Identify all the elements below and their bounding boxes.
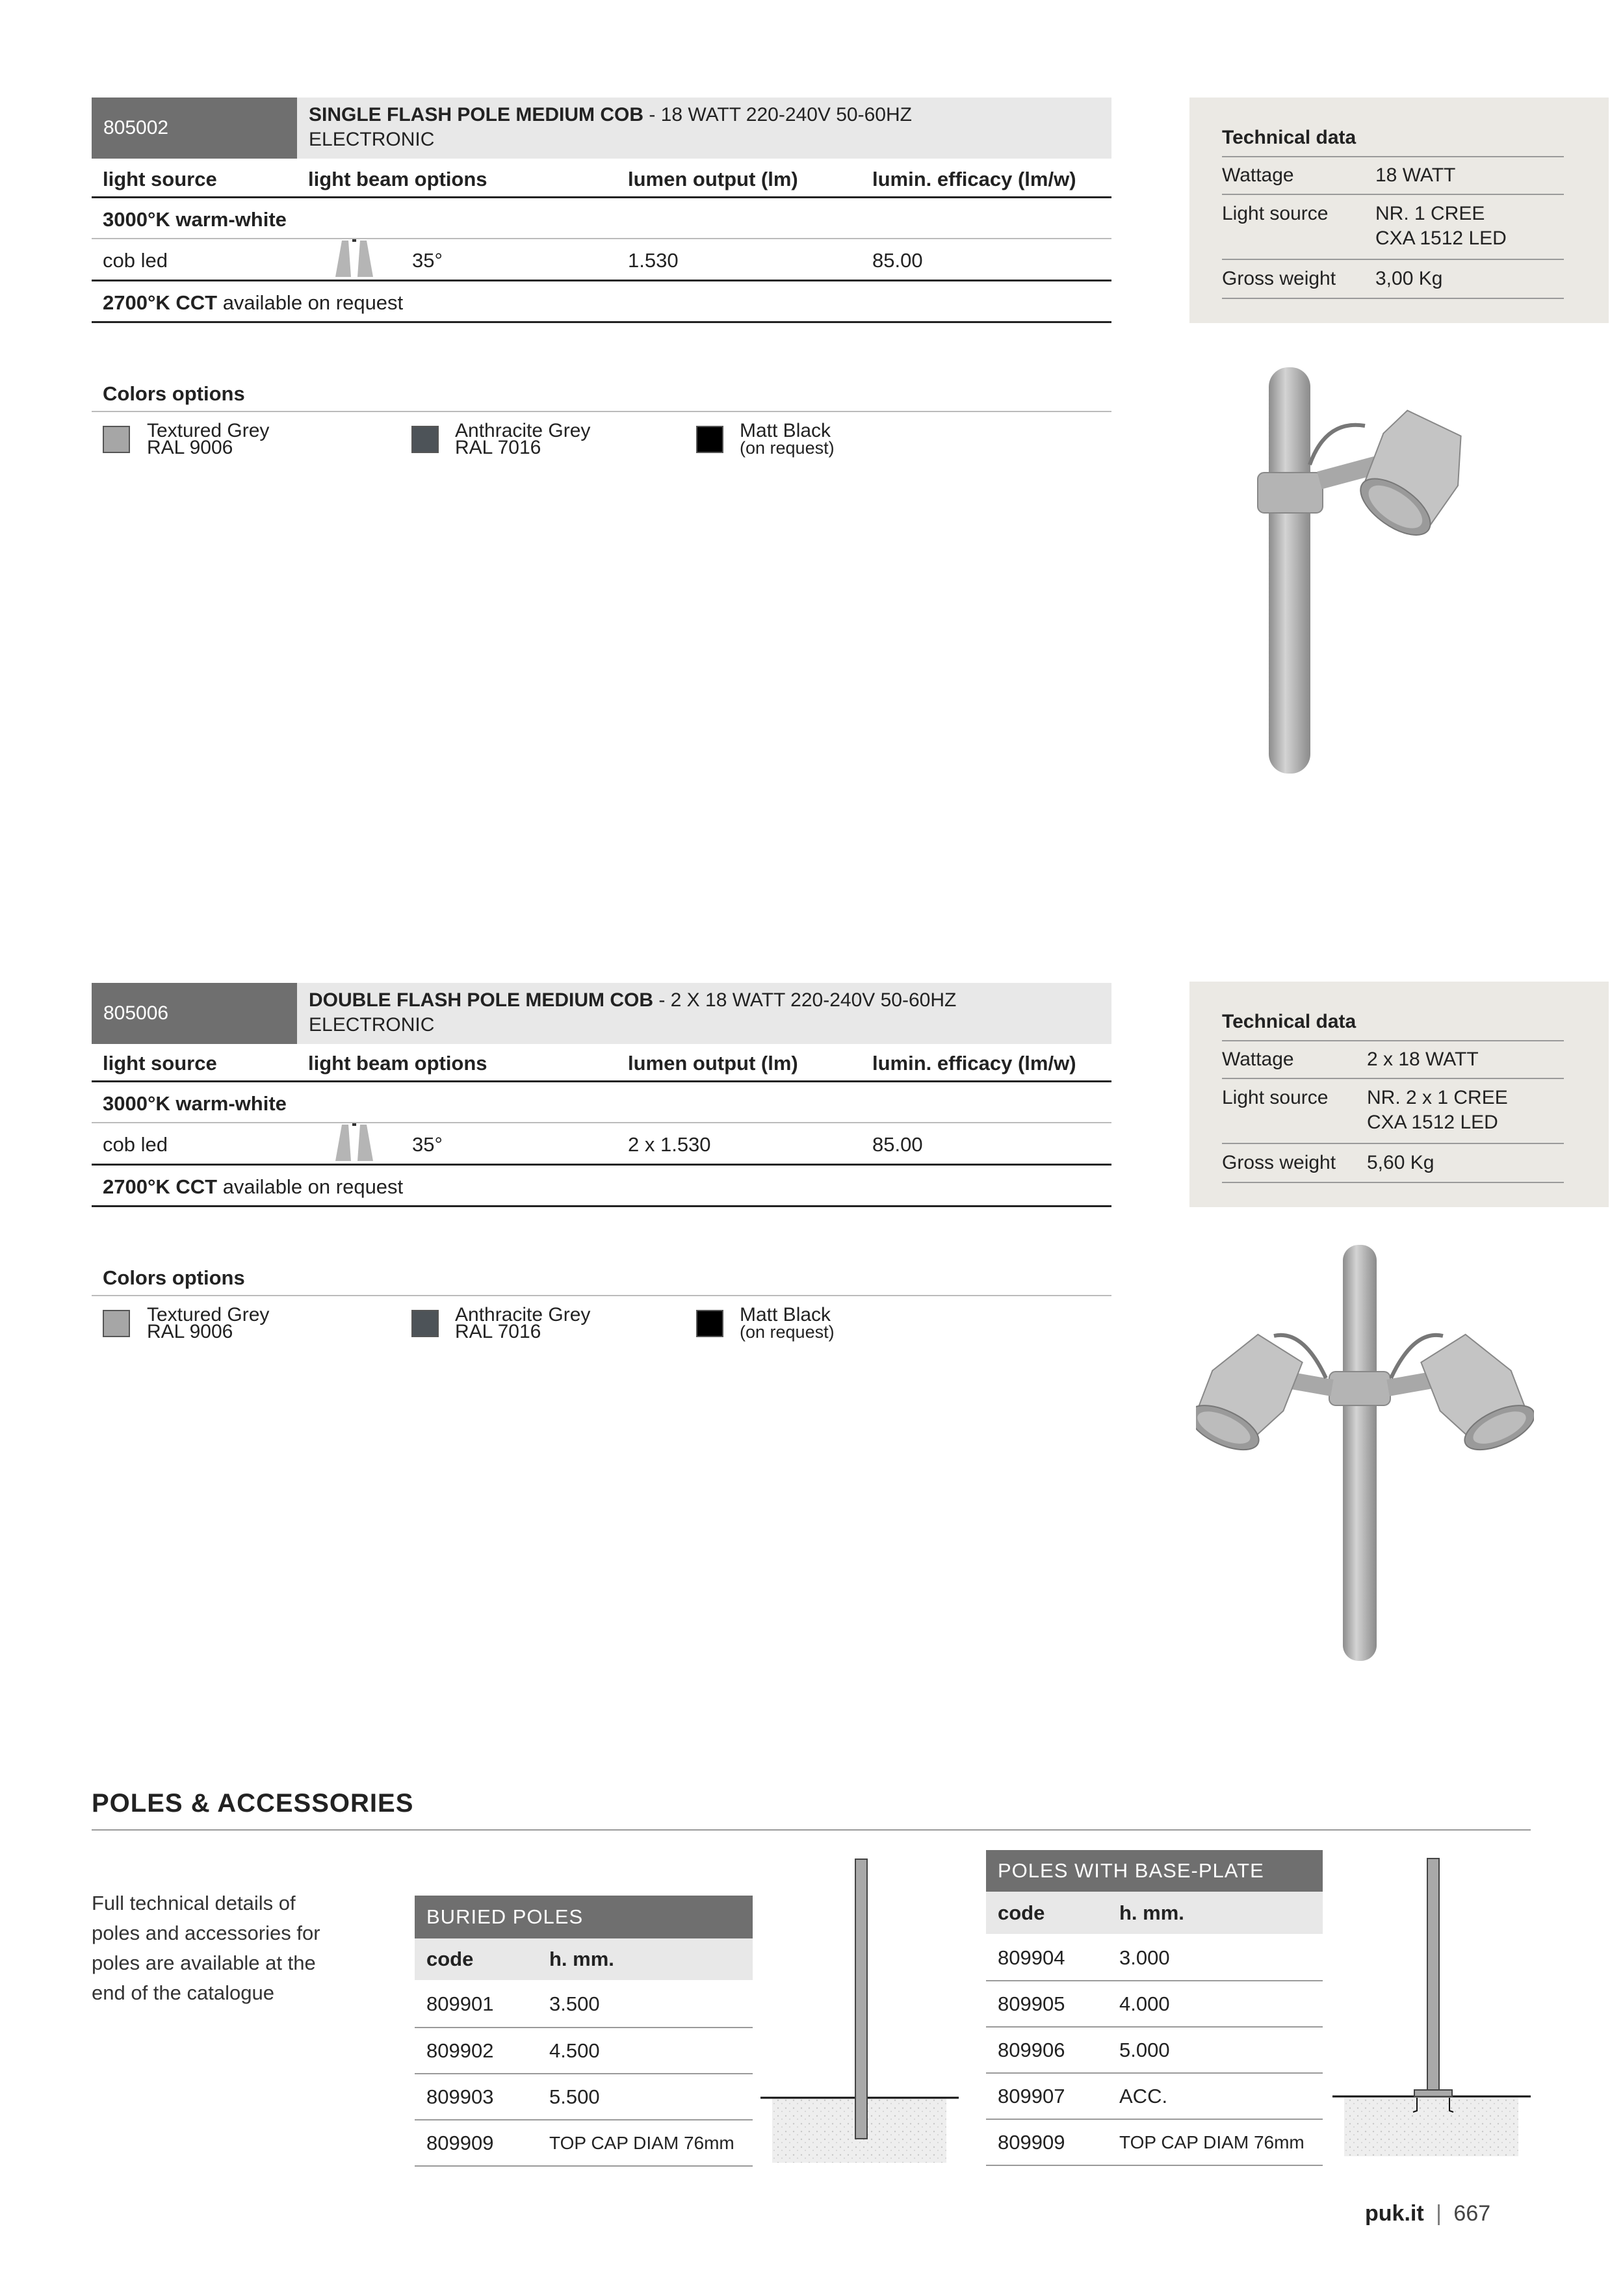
- table-row: [415, 2120, 753, 2167]
- swatch-label-line2: (on request): [740, 1322, 835, 1342]
- row-height: ACC.: [1119, 2084, 1168, 2107]
- tech-val-wattage: 2 x 18 WATT: [1367, 1049, 1479, 1070]
- swatch-label-line2: RAL 9006: [147, 1321, 233, 1342]
- header-lumen-output: lumen output (lm): [628, 168, 798, 190]
- table-row: [986, 2120, 1323, 2166]
- header-lumen-output: lumen output (lm): [628, 1052, 798, 1075]
- swatch-anthracite-grey: [411, 1310, 439, 1337]
- row-efficacy: 85.00: [872, 1133, 923, 1156]
- row-source: cob led: [103, 1133, 168, 1156]
- swatch-textured-grey: [103, 1310, 130, 1337]
- swatch-label-line1: Anthracite Grey: [455, 1304, 591, 1325]
- swatch-label-line1: Anthracite Grey: [455, 420, 591, 441]
- divider: [92, 411, 1111, 412]
- swatch-label: [740, 1304, 835, 1342]
- tech-key-wattage: Wattage: [1222, 1049, 1294, 1070]
- baseplate-poles-title: POLES WITH BASE-PLATE: [986, 1850, 1323, 1892]
- row-height: 3.000: [1119, 1946, 1170, 1969]
- header-light-beam: light beam options: [308, 168, 487, 190]
- temperature-label: 3000°K warm-white: [103, 1092, 287, 1115]
- swatch-label-line1: Textured Grey: [147, 420, 270, 441]
- header-efficacy: lumin. efficacy (lm/w): [872, 1052, 1076, 1075]
- temperature-label: 3000°K warm-white: [103, 208, 287, 231]
- row-lumen: 2 x 1.530: [628, 1133, 711, 1156]
- swatch-label-line2: RAL 9006: [147, 437, 233, 458]
- tech-val-light-source: NR. 2 x 1 CREE: [1367, 1087, 1508, 1108]
- baseplate-pole-diagram: [1332, 1856, 1534, 2168]
- tech-val-gross-weight: 3,00 Kg: [1375, 268, 1443, 289]
- product-code: 805002: [92, 98, 297, 159]
- swatch-label: [455, 1304, 591, 1342]
- baseplate-poles-header: [986, 1892, 1323, 1934]
- row-height: 4.000: [1119, 1992, 1170, 2015]
- tech-val-light-source-2: CXA 1512 LED: [1367, 1112, 1498, 1133]
- table-row: [986, 1935, 1323, 1981]
- cct-rest: available on request: [217, 1175, 404, 1198]
- col-code: code: [426, 1948, 474, 1970]
- table-row: [986, 2028, 1323, 2074]
- product-title: [297, 98, 1111, 159]
- product-title-rest: - 2 X 18 WATT 220-240V 50-60HZ: [653, 989, 957, 1011]
- swatch-label: [740, 420, 835, 458]
- row-height: TOP CAP DIAM 76mm: [549, 2132, 734, 2153]
- swatch-label: [147, 1304, 270, 1342]
- swatch-label: [147, 420, 270, 458]
- colors-title: Colors options: [103, 382, 245, 405]
- divider: [92, 238, 1111, 239]
- swatch-textured-grey: [103, 426, 130, 453]
- row-beam: 35°: [412, 1133, 443, 1156]
- product-image-single-pole: [1222, 361, 1534, 777]
- row-beam: 35°: [412, 249, 443, 272]
- product-title-rest: - 18 WATT 220-240V 50-60HZ: [643, 104, 912, 125]
- row-code: 809902: [426, 2039, 494, 2062]
- footer-brand: puk.it: [1365, 2201, 1424, 2226]
- divider: [92, 1295, 1111, 1296]
- divider: [92, 321, 1111, 323]
- beam-35-icon: [335, 239, 373, 277]
- divider: [92, 1829, 1531, 1831]
- technical-data-box: [1189, 98, 1609, 323]
- product-title-bold: SINGLE FLASH POLE MEDIUM COB: [309, 104, 644, 125]
- product-title: [297, 983, 1111, 1044]
- colors-title: Colors options: [103, 1266, 245, 1289]
- swatch-label-line1: Textured Grey: [147, 1304, 270, 1325]
- row-efficacy: 85.00: [872, 249, 923, 272]
- divider: [92, 1205, 1111, 1207]
- divider: [92, 1080, 1111, 1082]
- row-height: 4.500: [549, 2039, 600, 2062]
- product-image-double-pole: [1196, 1238, 1534, 1667]
- tech-key-gross-weight: Gross weight: [1222, 1152, 1336, 1173]
- buried-poles-title: BURIED POLES: [415, 1896, 753, 1938]
- tech-val-light-source: NR. 1 CREE: [1375, 203, 1485, 224]
- swatch-label-line2: (on request): [740, 438, 835, 458]
- header-light-beam: light beam options: [308, 1052, 487, 1075]
- product-title-line2: ELECTRONIC: [309, 1014, 435, 1036]
- swatch-label-line1: Matt Black: [740, 420, 831, 441]
- tech-key-light-source: Light source: [1222, 203, 1329, 224]
- divider: [92, 196, 1111, 198]
- table-row: [986, 2074, 1323, 2120]
- tech-key-gross-weight: Gross weight: [1222, 268, 1336, 289]
- section-title: POLES & ACCESSORIES: [92, 1789, 414, 1818]
- beam-35-icon: [335, 1123, 373, 1161]
- tech-val-light-source-2: CXA 1512 LED: [1375, 228, 1507, 249]
- technical-data-title: Technical data: [1222, 1011, 1357, 1032]
- buried-poles-header: [415, 1938, 753, 1980]
- swatch-label-line1: Matt Black: [740, 1304, 831, 1325]
- row-code: 809903: [426, 2085, 494, 2108]
- cct-note: [103, 1175, 403, 1199]
- col-code: code: [998, 1901, 1045, 1924]
- tech-key-wattage: Wattage: [1222, 164, 1294, 186]
- swatch-label-line2: RAL 7016: [455, 437, 541, 458]
- col-height: h. mm.: [1119, 1901, 1184, 1924]
- description-line: end of the catalogue: [92, 1981, 274, 2004]
- page-number: 667: [1453, 2201, 1491, 2226]
- divider: [92, 280, 1111, 281]
- row-lumen: 1.530: [628, 249, 679, 272]
- swatch-matt-black: [696, 1310, 723, 1337]
- row-height: 3.500: [549, 1992, 600, 2015]
- description-line: poles are available at the: [92, 1951, 316, 1974]
- swatch-label: [455, 420, 591, 458]
- table-row: [415, 2028, 753, 2074]
- poles-description: [92, 1888, 320, 2008]
- technical-data-box: [1189, 982, 1609, 1207]
- row-code: 809907: [998, 2084, 1065, 2107]
- product-code: 805006: [92, 983, 297, 1044]
- row-code: 809906: [998, 2038, 1065, 2061]
- table-row: [415, 1981, 753, 2028]
- cct-bold: 2700°K CCT: [103, 1175, 218, 1198]
- row-code: 809901: [426, 1992, 494, 2015]
- tech-val-gross-weight: 5,60 Kg: [1367, 1152, 1435, 1173]
- cct-rest: available on request: [217, 291, 404, 314]
- description-line: poles and accessories for: [92, 1922, 320, 1944]
- divider: [92, 1122, 1111, 1123]
- header-light-source: light source: [103, 1052, 217, 1075]
- buried-pole-diagram: [760, 1856, 962, 2168]
- header-light-source: light source: [103, 168, 217, 190]
- row-source: cob led: [103, 249, 168, 272]
- col-height: h. mm.: [549, 1948, 614, 1970]
- tech-val-wattage: 18 WATT: [1375, 164, 1456, 186]
- row-code: 809909: [998, 2130, 1065, 2154]
- row-code: 809909: [426, 2131, 494, 2154]
- product-title-line2: ELECTRONIC: [309, 129, 435, 150]
- divider: [92, 1164, 1111, 1166]
- row-code: 809905: [998, 1992, 1065, 2015]
- row-height: 5.500: [549, 2085, 600, 2108]
- cct-bold: 2700°K CCT: [103, 291, 218, 314]
- table-row: [415, 2074, 753, 2120]
- header-efficacy: lumin. efficacy (lm/w): [872, 168, 1076, 190]
- row-height: 5.000: [1119, 2038, 1170, 2061]
- row-code: 809904: [998, 1946, 1065, 1969]
- row-height: TOP CAP DIAM 76mm: [1119, 2132, 1305, 2152]
- swatch-matt-black: [696, 426, 723, 453]
- swatch-anthracite-grey: [411, 426, 439, 453]
- description-line: Full technical details of: [92, 1892, 296, 1914]
- page-footer: [1365, 2201, 1490, 2226]
- product-title-bold: DOUBLE FLASH POLE MEDIUM COB: [309, 989, 653, 1011]
- swatch-label-line2: RAL 7016: [455, 1321, 541, 1342]
- tech-key-light-source: Light source: [1222, 1087, 1329, 1108]
- technical-data-title: Technical data: [1222, 127, 1357, 148]
- cct-note: [103, 291, 403, 315]
- footer-separator: |: [1436, 2201, 1442, 2226]
- table-row: [986, 1981, 1323, 2028]
